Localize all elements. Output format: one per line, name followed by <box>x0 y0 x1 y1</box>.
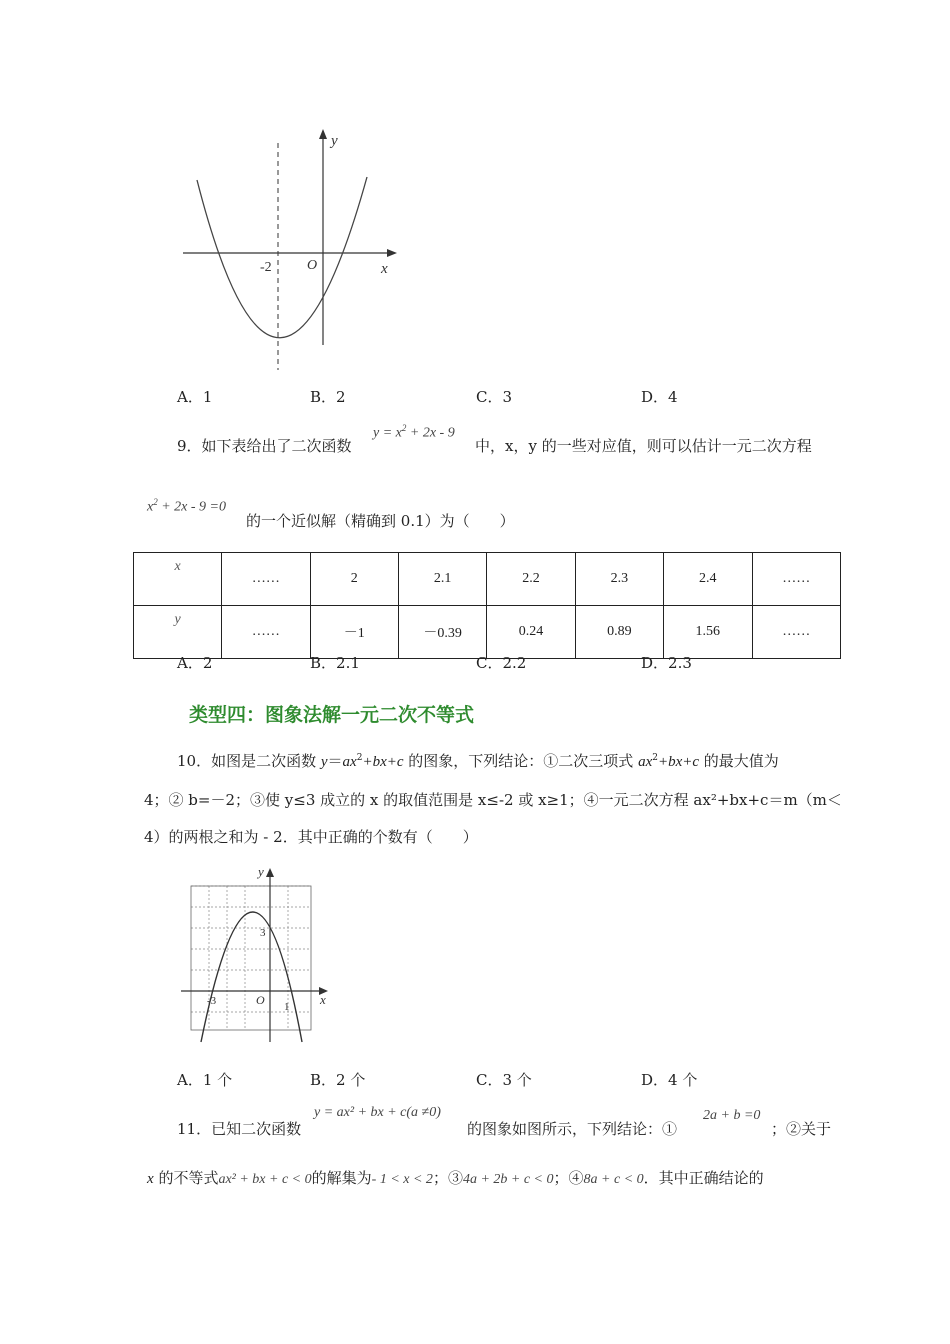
label-3: 3 <box>260 927 266 939</box>
value-table <box>133 552 841 659</box>
table-row-y <box>134 606 841 659</box>
q10-l1d: ax <box>342 754 357 770</box>
q9-suffix: 的一个近似解（精确到 0.1）为（ ） <box>246 512 515 530</box>
parabola-curve <box>201 912 302 1042</box>
q10-l1e: 2 <box>356 753 363 763</box>
section-title: 类型四：图象法解一元二次不等式 <box>189 704 475 726</box>
table-cell: 2 <box>310 553 398 606</box>
q8-option-a[interactable]: A．1 <box>177 388 213 406</box>
q9-option-d[interactable]: D．2.3 <box>641 654 692 672</box>
q9-prefix: 9．如下表给出了二次函数 <box>177 437 352 455</box>
q9-eq-sup: 2 <box>153 497 158 507</box>
q8-option-c[interactable]: C．3 <box>476 388 513 406</box>
q10-line-2: 4；② b=－2；③使 y≤3 成立的 x 的取值范围是 x≤-2 或 x≥1；④一元二次方程 ax²+bx+c＝m（m＜ <box>144 791 842 809</box>
origin-label: O <box>256 993 265 1007</box>
table-cell: 2.2 <box>487 553 575 606</box>
label-1: 1 <box>284 1001 290 1013</box>
q9-func-sup: 2 <box>401 423 407 433</box>
x-axis-label: x <box>381 261 388 277</box>
q11-ineq-label: 的不等式 <box>153 1169 219 1187</box>
q9-option-b[interactable]: B．2.1 <box>310 654 360 672</box>
q8-option-b[interactable]: B．2 <box>310 388 346 406</box>
q9-eq-rest: + 2x - 9 =0 <box>157 499 226 515</box>
q9-equation <box>147 497 226 516</box>
parabola-graph-1 <box>175 125 405 375</box>
q11-cond-1: 2a + b =0 <box>703 1108 761 1123</box>
q11-middle: 的图象如图所示，下列结论：① <box>467 1120 678 1138</box>
table-cell: 2.4 <box>664 553 752 606</box>
y-axis-label: y <box>331 133 338 149</box>
q11-function: y = ax² + bx + c(a ≠0) <box>314 1105 441 1120</box>
q11-solution-label: 的解集为 <box>311 1169 372 1187</box>
table-cell: 0.89 <box>575 606 663 659</box>
q11-after-1: ；②关于 <box>771 1120 832 1138</box>
table-cell: 0.24 <box>487 606 575 659</box>
table-cell: 1.56 <box>664 606 752 659</box>
q11-cond-4: 8a + c < 0 <box>583 1172 644 1187</box>
y-axis-arrow <box>319 129 327 139</box>
label-neg3: -3 <box>207 995 217 1007</box>
table-cell: …… <box>752 553 841 606</box>
q11-sep-4: ；④ <box>553 1169 584 1187</box>
table-cell: 2.3 <box>575 553 663 606</box>
q11-cond-3: 4a + 2b + c < 0 <box>462 1172 554 1187</box>
y-axis-label: y <box>258 864 264 879</box>
q11-inequality: ax² + bx + c < 0 <box>218 1172 312 1187</box>
q10-l1a: 10．如图是二次函数 <box>177 752 321 770</box>
table-cell: x <box>134 553 222 606</box>
q8-option-d[interactable]: D．4 <box>641 388 678 406</box>
q9-func-eq: = x <box>379 425 402 441</box>
table-row-x <box>134 553 841 606</box>
q10-option-d[interactable]: D．4 个 <box>641 1071 698 1089</box>
q9-function <box>373 423 455 442</box>
q10-l1b: y <box>320 754 328 770</box>
table-cell: …… <box>222 553 310 606</box>
q9-middle: 中，x，y 的一些对应值，则可以估计一元二次方程 <box>475 437 812 455</box>
q10-option-b[interactable]: B．2 个 <box>310 1071 366 1089</box>
q11-line-2 <box>147 1167 764 1188</box>
tick-label-neg2: -2 <box>260 260 272 275</box>
y-axis-arrow <box>266 868 274 877</box>
table-cell: －1 <box>310 606 398 659</box>
parabola-graph-2 <box>178 862 338 1047</box>
q10-l1c: ＝ <box>327 752 343 770</box>
q10-l1h: ax <box>638 754 653 770</box>
q10-l1g: 的图象，下列结论：①二次三项式 <box>403 752 639 770</box>
q9-func-rest: + 2x - 9 <box>406 425 455 441</box>
q11-x: x <box>147 1171 154 1187</box>
q10-option-c[interactable]: C．3 个 <box>476 1071 532 1089</box>
x-axis-label: x <box>320 992 326 1007</box>
q10-line-1 <box>177 750 779 771</box>
table-cell: …… <box>222 606 310 659</box>
q9-func-y: y <box>373 425 380 441</box>
q11-tail: ．其中正确结论的 <box>643 1169 764 1187</box>
table-cell: …… <box>752 606 841 659</box>
q9-option-a[interactable]: A．2 <box>177 654 213 672</box>
table-cell: 2.1 <box>398 553 486 606</box>
x-axis-arrow <box>387 249 397 257</box>
q10-l1j: +bx+c <box>657 754 700 770</box>
q9-option-c[interactable]: C．2.2 <box>476 654 527 672</box>
q9-eq-x: x <box>147 499 154 515</box>
origin-label: O <box>307 258 318 273</box>
q10-l1f: +bx+c <box>362 754 404 770</box>
q11-range: - 1 < x < 2 <box>371 1172 433 1187</box>
q10-l1i: 2 <box>652 753 658 763</box>
q11-prefix: 11．已知二次函数 <box>177 1120 302 1138</box>
q10-line-3: 4）的两根之和为 - 2．其中正确的个数有（ ） <box>144 828 478 846</box>
parabola-curve <box>197 177 367 338</box>
q10-l1k: 的最大值为 <box>699 752 779 770</box>
table-cell: y <box>134 606 222 659</box>
q11-sep-3: ；③ <box>432 1169 463 1187</box>
q10-option-a[interactable]: A．1 个 <box>177 1071 233 1089</box>
table-cell: －0.39 <box>398 606 486 659</box>
